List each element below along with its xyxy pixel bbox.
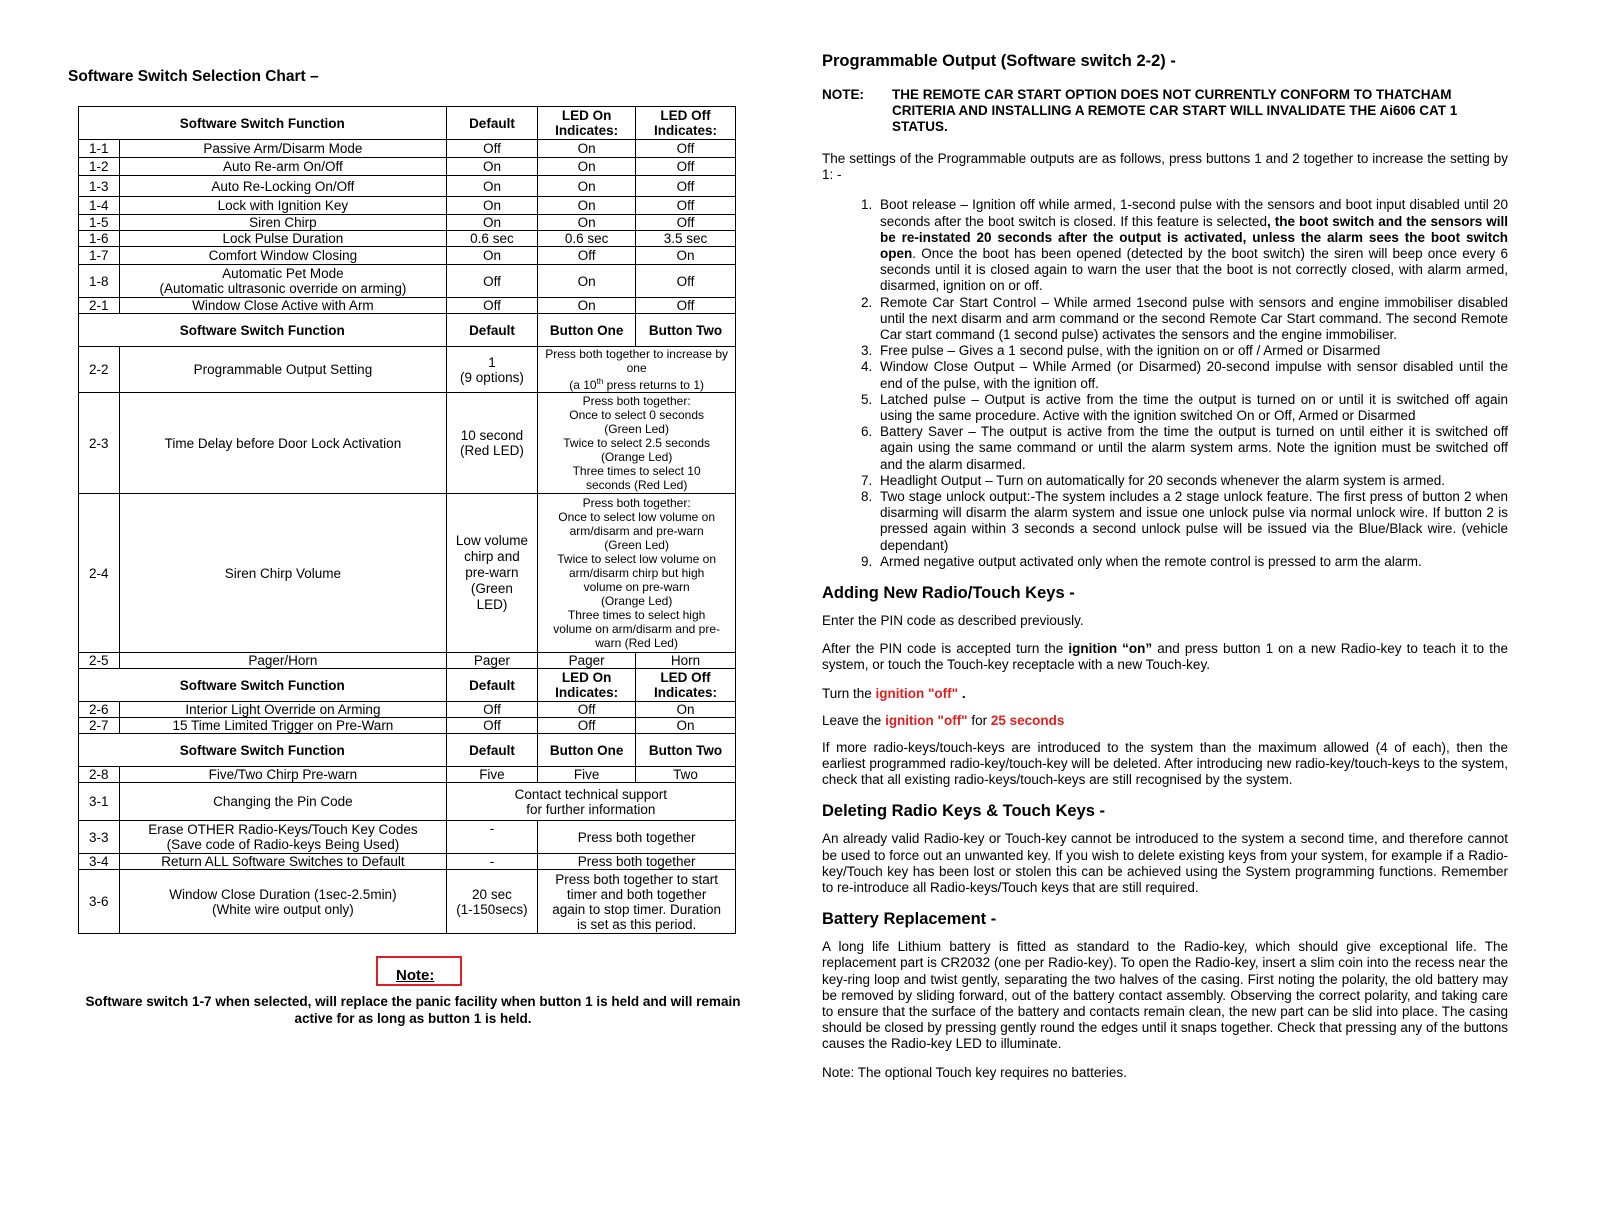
settings-intro: The settings of the Programmable outputs are as follows, press buttons 1 and 2 together to increase the setting by 1: - [822,151,1508,183]
list-item: 2. Remote Car Start Control – While armed 1second pulse with sensors and engine immobiliser disabled until the next disarm and arm command or the second Remote Car Start command. The second Remote Car start command (1 second pulse) activates the sensors and the engine immobiliser. [876,295,1508,344]
programmable-output-heading: Programmable Output (Software switch 2-2) - [822,52,1176,70]
note-label: Note: [396,967,435,984]
note-section [68,956,758,991]
table-row: 1-3 Auto Re-Locking On/Off On On Off [79,176,736,197]
table-header-row: Software Switch Function Default LED On Indicates: LED Off Indicates: [79,107,736,140]
table-row: 1-5 Siren Chirp On On Off [79,215,736,231]
note-highlight-box [376,956,462,986]
table-row: 3-4 Return ALL Software Switches to Default - Press both together [79,854,736,870]
table-row: 1-8 Automatic Pet Mode (Automatic ultrasonic override on arming) Off On Off [79,265,736,298]
switch-chart [78,106,736,934]
note-text: Software switch 1-7 when selected, will replace the panic facility when button 1 is held and will remain active for as long as button 1 is held. [85,994,741,1026]
deleting-keys-text: An already valid Radio-key or Touch-key cannot be introduced to the system a second time, and therefore cannot be used to force out an unwanted key. If you wish to delete existing keys from your system, for example if a Radio-key/Touch key has been lost or stolen this can be achieved using the System programming functions. Remember to re-introduce all Radio-keys/Touch keys that are still required. [822,831,1508,895]
touch-key-note: Note: The optional Touch key requires no batteries. [822,1064,1127,1080]
table-header-row: Software Switch Function Default Button One Button Two [79,734,736,767]
left-page [68,60,758,1027]
table-row: 1-2 Auto Re-arm On/Off On On Off [79,158,736,176]
adding-keys-limit: If more radio-keys/touch-keys are introduced to the system than the maximum allowed (4 of each), then the earliest programmed radio-key/touch-key will be deleted. After introducing new radio-key/touch-keys to the system, check that all existing radio-keys/touch-keys are still recognised by the system. [822,739,1508,788]
table-row: 3-1 Changing the Pin Code Contact technical support for further information [79,783,736,821]
list-item: 8. Two stage unlock output:-The system includes a 2 stage unlock feature. The first press of button 2 when disarming will disarm the alarm system and issue one unlock pulse via normal unlock wire. If button 2 is pressed again within 3 seconds a second unlock pulse will be issued via the Blue/Black wire. (vehicle dependant) [876,489,1508,554]
list-item: 6. Battery Saver – The output is active from the time the output is turned on until either it is switched off again using the same command or until the alarm system arms. Note the ignition must be switched off and the alarm disarmed. [876,424,1508,473]
list-item: 1. Boot release – Ignition off while armed, 1-second pulse with the sensors and boot input disabled until 20 seconds after the boot switch is closed. If this feature is selected, the boot switch and the sensors will be re-instated 20 seconds after the output is activated, unless the alarm sees the boot switch open. Once the boot has been opened (detected by the boot switch) the siren will beep once every 6 seconds until it is closed again to warn the user that the boot is not correctly closed, with alarm armed, disarmed, ignition on or off. [876,197,1508,294]
list-item: 7. Headlight Output – Turn on automatically for 20 seconds whenever the alarm system is armed. [876,473,1508,489]
adding-step-pin: Enter the PIN code as described previously. [822,613,1084,629]
table-row: 3-6 Window Close Duration (1sec-2.5min) (White wire output only) 20 sec (1-150secs) Press both together to start timer and both together again to stop timer. Duration is set as this period. [79,870,736,934]
table-row: 2-8 Five/Two Chirp Pre-warn Five Five Two [79,767,736,783]
table-row: 1-1 Passive Arm/Disarm Mode Off On Off [79,140,736,158]
table-header-row: Software Switch Function Default Button One Button Two [79,314,736,347]
table-row: 1-4 Lock with Ignition Key On On Off [79,197,736,215]
ignition-off-highlight: ignition "off" [885,712,968,728]
note-body: THE REMOTE CAR START OPTION DOES NOT CURRENTLY CONFORM TO THATCHAM CRITERIA AND INSTALLING A REMOTE CAR START WILL INVALIDATE THE Ai606 CAT 1 STATUS. [892,87,1458,134]
thatcham-note [822,87,1508,135]
table-header-row: Software Switch Function Default LED On Indicates: LED Off Indicates: [79,669,736,702]
table-row: 2-5 Pager/Horn Pager Pager Horn [79,653,736,669]
list-item: 5. Latched pulse – Output is active from the time the output is turned on or until it is switched off again using the same procedure. Active with the ignition switched On or Off, Armed or Disarmed [876,392,1508,424]
adding-step-ignition: After the PIN code is accepted turn the ignition “on” and press button 1 on a new Radio-key to teach it to the system, or touch the Touch-key receptacle with a new Touch-key. [822,641,1508,673]
table-row: 1-6 Lock Pulse Duration 0.6 sec 0.6 sec 3.5 sec [79,231,736,247]
list-item: 3. Free pulse – Gives a 1 second pulse, with the ignition on or off / Armed or Disarmed [876,343,1508,359]
table-row: 2-6 Interior Light Override on Arming Off Off On [79,702,736,718]
table-row: 2-2 Programmable Output Setting 1 (9 options) Press both together to increase by one (a 10th press returns to 1) [79,347,736,393]
table-row: 2-1 Window Close Active with Arm Off On Off [79,298,736,314]
turn-ignition-off-line: Turn the ignition "off" . [822,685,966,701]
duration-highlight: 25 seconds [990,712,1065,728]
table-row: 3-3 Erase OTHER Radio-Keys/Touch Key Codes (Save code of Radio-keys Being Used) - Press both together [79,821,736,854]
table-row: 2-4 Siren Chirp Volume Low volume chirp and pre-warn (Green LED) Press both together: Once to select low volume on arm/disarm and pre-warn (Green Led) Twice to select low volume on arm/disarm chirp but high volume on pre-warn (Orange Led) Three times to select high volume on arm/disarm and pre- warn (Red Led) [79,494,736,653]
battery-text: A long life Lithium battery is fitted as standard to the Radio-key, which should give exceptional life. The replacement part is CR2032 (one per Radio-key). To open the Radio-key, insert a slim coin into the recess near the key-ring loop and twist gently, separating the two halves of the casing. First noting the polarity, the old battery may be removed by sliding forward, out of the battery contact assembly. Observing the correct polarity, and taking care to ensure that the surface of the battery and contacts remain clean, the new part can be slid into place. The casing should be closed by pressing gently round the edges until it snaps together. Check that pressing any of the buttons causes the Radio-key LED to illuminate. [822,939,1508,1052]
chart-heading: Software Switch Selection Chart – [68,68,319,85]
table-row: 2-7 15 Time Limited Trigger on Pre-Warn Off Off On [79,718,736,734]
leave-ignition-off-line: Leave the ignition "off" for 25 seconds [822,712,1065,728]
list-item: 4. Window Close Output – While Armed (or Disarmed) 20-second impulse with sensor disabled until the end of the pulse, with the ignition off. [876,359,1508,391]
battery-heading: Battery Replacement - [822,910,997,929]
output-options-list [822,197,1508,570]
ignition-off-highlight: ignition "off" [875,685,959,701]
deleting-keys-heading: Deleting Radio Keys & Touch Keys - [822,802,1105,821]
note-label: NOTE: [822,87,864,102]
table-row: 1-7 Comfort Window Closing On Off On [79,247,736,265]
table-row: 2-3 Time Delay before Door Lock Activation 10 second (Red LED) Press both together: Once to select 0 seconds (Green Led) Twice to select 2.5 seconds (Orange Led) Three times to select 10 seconds (Red Led) [79,393,736,494]
right-page [822,52,1508,1081]
adding-keys-heading: Adding New Radio/Touch Keys - [822,584,1075,603]
list-item: 9. Armed negative output activated only when the remote control is pressed to arm the alarm. [876,554,1508,570]
